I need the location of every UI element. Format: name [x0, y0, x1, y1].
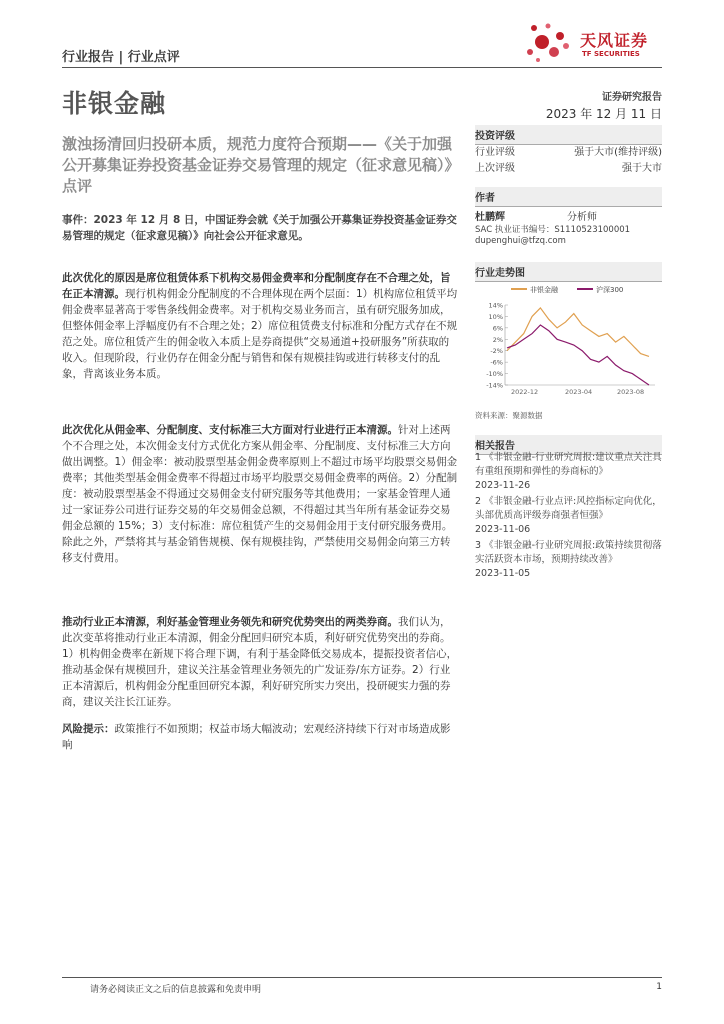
- x-tick-label: 2023-08: [617, 388, 645, 396]
- report-date: 2023 年 12 月 11 日: [545, 107, 662, 121]
- related-date: 2023-11-06: [475, 524, 531, 535]
- report-title: 激浊扬清回归投研本质，规范力度符合预期——《关于加强公开募集证券投资基金证券交易管理的规定（征求意见稿）》点评: [62, 135, 453, 195]
- sector-title: 非银金融: [62, 89, 167, 118]
- related-title[interactable]: 《非银金融-行业点评:风控指标定向优化，头部优质高评级券商强者恒强》: [475, 496, 662, 521]
- author-sac: SAC 执业证书编号：S1110523100001: [475, 225, 631, 235]
- report-category: 行业报告 | 行业点评: [62, 50, 180, 65]
- paragraph-text: 现行机构佣金分配制度的不合理体现在两个层面：1）机构席位租赁平均佣金费率显著高于零售条线佣金费率。对于机构交易业务而言，虽有研究服务加成，但整体佣金率上浮幅度仍有不合理之处；2）席位租赁费支付标准和分配方式存在不规范之处。席位租赁产生的佣金收入本质上是券商提供“交易通道+投研服务”所获取的收入。但现阶段，行业仍存在佣金分配与销售和保有规模挂钩或进行转移支付的乱象，背离该业务本质。: [62, 288, 458, 380]
- rating-heading: 投资评级: [475, 125, 662, 145]
- y-tick-label: -14%: [486, 381, 503, 390]
- author-role: 分析师: [567, 212, 597, 223]
- x-tick-label: 2022-12: [511, 388, 539, 396]
- rating-row-industry: [475, 143, 662, 158]
- paragraph-lead: 风险提示：: [62, 723, 115, 735]
- footer-divider: [62, 977, 662, 978]
- y-tick-label: -6%: [490, 358, 503, 367]
- rating-value: 强于大市(维持评级): [574, 147, 662, 158]
- brand-name-en: TF SECURITIES: [582, 50, 640, 58]
- chart-source: 资料来源：聚源数据: [475, 411, 543, 420]
- related-date: 2023-11-26: [475, 480, 531, 491]
- related-report-item[interactable]: [475, 539, 665, 581]
- rating-row-previous: [475, 159, 662, 174]
- report-type: 证券研究报告: [602, 92, 662, 103]
- footer-disclaimer[interactable]: 请务必阅读正文之后的信息披露和免责申明: [90, 985, 262, 995]
- legend-label: 沪深300: [596, 286, 624, 294]
- related-title[interactable]: 《非银金融-行业研究周报:政策持续贯彻落实活跃资本市场，预期持续改善》: [475, 540, 662, 565]
- related-heading: 相关报告: [475, 435, 662, 455]
- rating-label: 上次评级: [475, 163, 515, 174]
- paragraph-text: 政策推行不如预期；权益市场大幅波动；宏观经济持续下行对市场造成影响: [62, 723, 451, 751]
- page-number: 1: [656, 982, 662, 992]
- risk-paragraph: [62, 721, 458, 753]
- body-paragraph-3: [62, 614, 458, 710]
- paragraph-lead: 此次优化的原因是席位租赁体系下机构交易佣金费率和分配制度存在不合理之处，旨在正本清源。: [62, 272, 451, 300]
- related-no: 1: [475, 452, 482, 463]
- y-tick-label: 10%: [488, 312, 503, 321]
- related-report-item[interactable]: [475, 495, 665, 537]
- y-tick-label: 6%: [492, 324, 503, 333]
- paragraph-lead: 推动行业正本清源，利好基金管理业务领先和研究优势突出的两类券商。: [62, 616, 398, 628]
- header-divider: [62, 67, 662, 68]
- y-tick-label: 2%: [492, 335, 503, 344]
- event-paragraph: 事件：2023 年 12 月 8 日，中国证券会就《关于加强公开募集证券投资基金证券交易管理的规定（征求意见稿）》向社会公开征求意见。: [62, 214, 457, 242]
- y-tick-label: -10%: [486, 370, 503, 379]
- body-paragraph-1: [62, 270, 458, 382]
- legend-label: 非银金融: [530, 286, 558, 294]
- related-no: 2: [475, 496, 482, 507]
- related-no: 3: [475, 540, 482, 551]
- industry-trend-chart: [475, 283, 662, 405]
- author-email[interactable]: dupenghui@tfzq.com: [475, 236, 566, 246]
- author-row: [475, 208, 662, 223]
- series-line: [507, 325, 649, 385]
- paragraph-text: 针对上述两个不合理之处，本次佣金支付方式优化方案从佣金率、分配制度、支付标准三大方向做出调整。1）佣金率：被动股票型基金佣金费率原则上不超过市场平均股票交易佣金费率；其他类型基金佣金费率不得超过市场平均股票交易佣金费率的两倍。2）分配制度：被动股票型基金不得通过交易佣金支付研究服务等其他费用；一家基金管理人通过一家证券公司进行证券交易的年交易佣金总额，不得超过其当年所有基金证券交易佣金总额的 15%；3）支付标准：席位租赁产生的交易佣金用于支付研究服务费用。除此之外，严禁将其与基金销售规模、保有规模挂钩，严禁使用交易佣金向第三方转移支付费用。: [62, 424, 458, 564]
- paragraph-lead: 此次优化从佣金率、分配制度、支付标准三大方面对行业进行正本清源。: [62, 424, 398, 436]
- author-name: 杜鹏辉: [475, 212, 505, 223]
- rating-label: 行业评级: [475, 147, 515, 158]
- related-date: 2023-11-05: [475, 568, 531, 579]
- x-tick-label: 2023-04: [565, 388, 593, 396]
- y-tick-label: -2%: [490, 347, 503, 356]
- related-report-item[interactable]: [475, 451, 665, 493]
- author-heading: 作者: [475, 187, 662, 207]
- brand-name-cn: 天风证券: [580, 31, 649, 50]
- body-paragraph-2: [62, 422, 458, 566]
- related-title[interactable]: 《非银金融-行业研究周报:建议重点关注具有重组预期和弹性的券商标的》: [475, 452, 662, 477]
- chart-heading: 行业走势图: [475, 262, 662, 282]
- series-line: [507, 308, 649, 357]
- rating-value: 强于大市: [622, 163, 662, 174]
- y-tick-label: 14%: [488, 301, 503, 310]
- flower-icon: [527, 24, 569, 63]
- paragraph-text: 我们认为，此次变革将推动行业正本清源，佣金分配回归研究本质，利好研究优势突出的券商。1）机构佣金费率在新规下将合理下调，有利于基金降低交易成本，提振投资者信心，推动基金保有规模回升，建议关注基金管理业务领先的广发证券/东方证券。2）行业正本清源后，机构佣金分配重回研究本源，利好研究所实力突出，投研硬实力强的券商，建议关注长江证券。: [62, 616, 458, 708]
